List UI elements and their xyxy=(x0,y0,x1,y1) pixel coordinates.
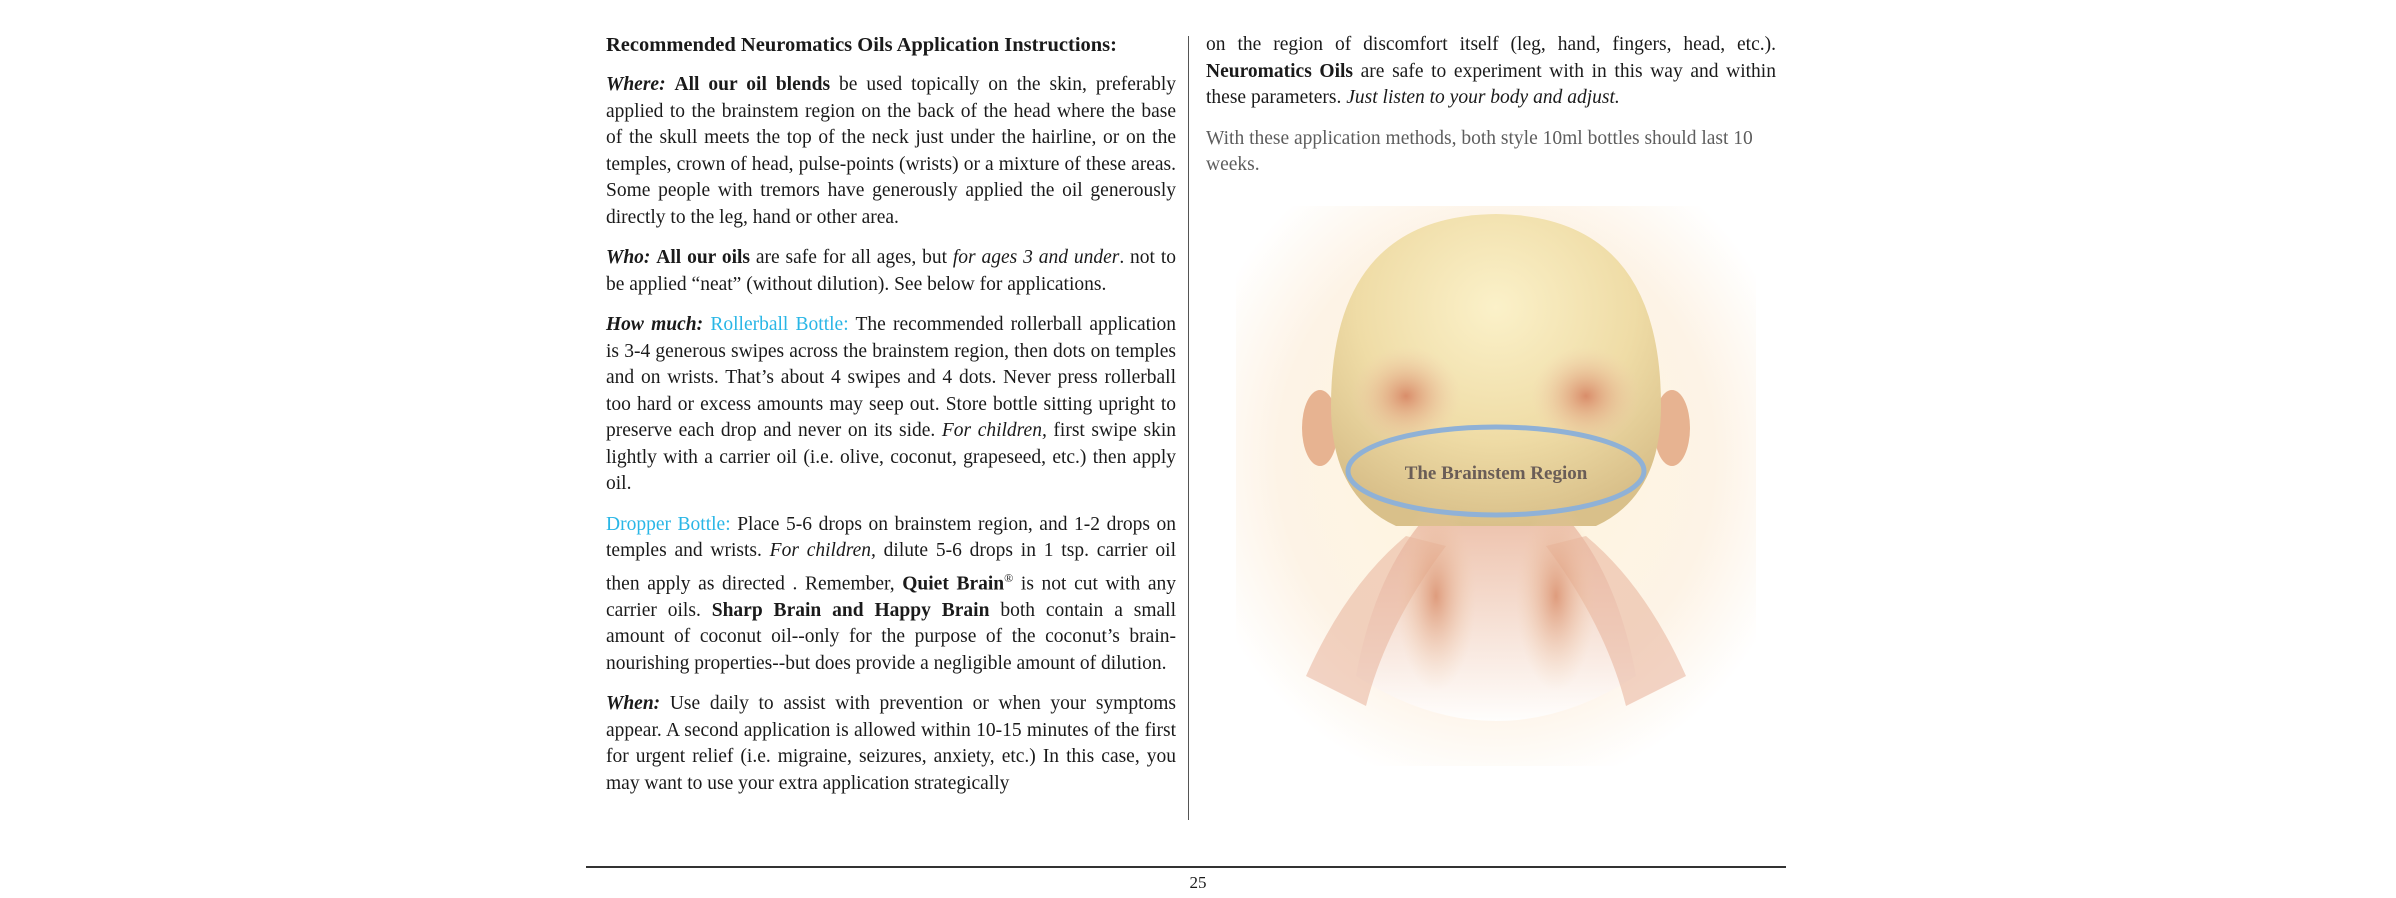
page-title: Recommended Neuromatics Oils Application Instructions: xyxy=(606,34,1117,56)
dropper-text-1: Place 5-6 drops on brainstem region, and 1-2 drops on temples and wrists. xyxy=(606,513,1177,561)
sharp-happy-bold: Sharp Brain and Happy Brain xyxy=(711,599,990,621)
who-italic: for ages 3 and under xyxy=(952,247,1120,268)
dropper-label: Dropper Bottle: xyxy=(606,513,731,535)
footer-rule xyxy=(586,866,1786,868)
where-lead: Where: xyxy=(606,74,666,95)
how-much-text-1: The recommended rollerball application is 3-4 generous swipes across the brainstem region, then dots on temples and on wrists. That’s about 4 swipes and 4 dots. Never press rollerball too hard or excess amounts may seep out. Store bottle sitting upright to preserve each drop and never on its side. xyxy=(606,314,1176,441)
page-number: 25 xyxy=(1189,873,1207,892)
right-text-2: are safe to experiment with in this way and within these parameters. xyxy=(1206,60,1776,108)
who-lead: Who: xyxy=(606,247,651,268)
brainstem-label: The Brainstem Region xyxy=(1404,463,1588,484)
right-paragraph xyxy=(1206,32,1776,112)
who-text-2: . not to be applied “neat” (without dilution). See below for applications. xyxy=(606,247,1177,295)
registered-mark: ® xyxy=(1004,570,1014,585)
rollerball-label: Rollerball Bottle: xyxy=(710,314,849,335)
who-bold: All our oils xyxy=(656,247,751,268)
left-neck-muscle xyxy=(1396,501,1476,691)
column-divider xyxy=(1188,36,1189,820)
dropper-text-2: dilute 5-6 drops in 1 tsp. carrier oil then apply as directed . Remember, xyxy=(606,540,1176,594)
right-neck-muscle xyxy=(1516,501,1596,691)
neuromatics-oils-bold: Neuromatics Oils xyxy=(1206,60,1354,82)
how-much-text-2: first swipe skin lightly with a carrier oil (i.e. olive, coconut, grapeseed, etc.) then apply oil. xyxy=(606,420,1177,494)
where-text: be used topically on the skin, preferably applied to the brainstem region on the back of the head where the base of the skull meets the top of the neck just under the hairline, or on the temples, crown of head, pulse-points (wrists) or a mixture of these areas. Some people with tremors have generously applied the oil generously directly to the leg, hand or other area. xyxy=(606,74,1176,228)
where-bold: All our oil blends xyxy=(674,74,831,95)
how-much-lead: How much: xyxy=(606,314,704,335)
left-column xyxy=(606,32,1176,811)
who-text-1: are safe for all ages, but xyxy=(750,247,953,268)
dropper-text-3: is not cut with any carrier oils. xyxy=(606,573,1176,621)
dropper-italic: For children, xyxy=(769,540,876,561)
bottle-duration-note: With these application methods, both style 10ml bottles should last 10 weeks. xyxy=(1206,127,1753,175)
who-paragraph xyxy=(606,245,1176,298)
quiet-brain-bold: Quiet Brain xyxy=(902,573,1005,594)
where-paragraph xyxy=(606,72,1176,231)
right-text-1: on the region of discomfort itself (leg, hand, fingers, head, etc.). xyxy=(1206,34,1776,55)
right-italic: Just listen to your body and adjust. xyxy=(1346,87,1620,108)
dropper-paragraph xyxy=(606,512,1176,678)
dropper-text-4: both contain a small amount of coconut oil--only for the purpose of the coconut’s brain-nourishing properties--but does provide a negligible amount of dilution. xyxy=(606,599,1176,674)
right-column xyxy=(1206,32,1776,193)
how-much-italic: For children, xyxy=(941,420,1047,441)
when-paragraph xyxy=(606,691,1176,797)
head-illustration xyxy=(1236,206,1756,766)
when-text: Use daily to assist with prevention or when your symptoms appear. A second application is allowed within 10-15 minutes of the first for urgent relief (i.e. migraine, seizures, anxiety, etc.) In this case, you may want to use your extra application strategically xyxy=(606,693,1176,794)
when-lead: When: xyxy=(606,693,661,714)
how-much-paragraph xyxy=(606,312,1176,498)
